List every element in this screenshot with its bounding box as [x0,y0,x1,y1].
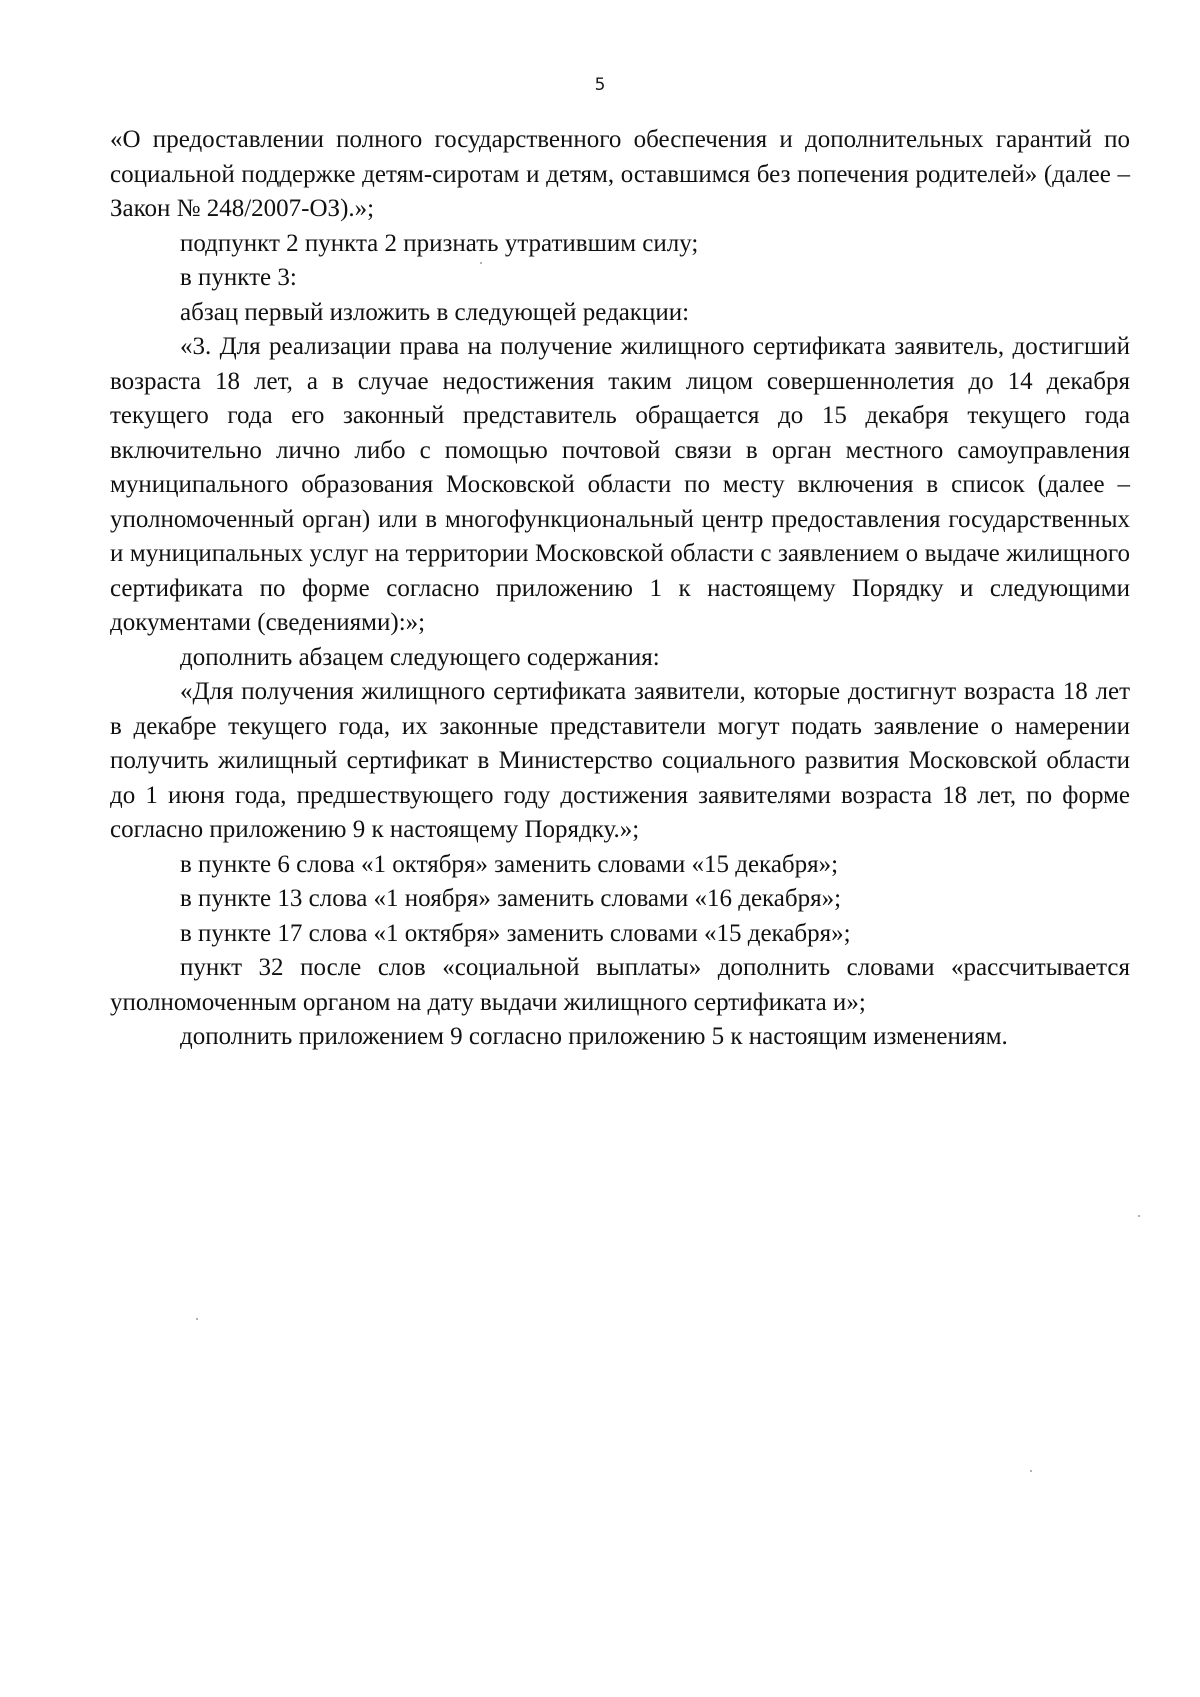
scan-speck [196,1318,198,1320]
paragraph-point-3-heading: в пункте 3: [180,264,297,291]
scan-speck [1030,1470,1032,1472]
paragraph-add-abzac-instruction: дополнить абзацем следующего содержания: [180,643,660,671]
scan-speck [480,262,482,264]
page-number: 5 [594,75,606,95]
paragraph-point-32-amendment: пункт 32 после слов «социальной выплаты» дополнить словами «рассчитывается уполномоченным органом на дату выдачи жилищного сертификата и»; [110,954,1130,1016]
paragraph-law-title-continuation: «О предоставлении полного государственного обеспечения и дополнительных гарантий по социальной поддержке детям-сиротам и детям, оставшимся без попечения родителей» (далее – Закон № 248/2007-ОЗ).»; [110,126,1130,222]
paragraph-point-13-amendment: в пункте 13 слова «1 ноября» заменить словами «16 декабря»; [180,885,842,912]
paragraph-first-abzac-instruction: абзац первый изложить в следующей редакции: [180,298,690,326]
document-body [110,123,1130,1055]
paragraph-new-abzac-text: «Для получения жилищного сертификата заявители, которые достигнут возраста 18 лет в декабре текущего года, их законные представители могут подать заявление о намерении получить жилищный сертификат в Министерство социального развития Московской области до 1 июня года, предшествующего году достижения заявителями возраста 18 лет, по форме согласно приложению 9 к настоящему Порядку.»; [110,678,1130,843]
paragraph-point-6-amendment: в пункте 6 слова «1 октября» заменить словами «15 декабря»; [180,850,839,878]
paragraph-point-17-amendment: в пункте 17 слова «1 октября» заменить словами «15 декабря»; [180,919,851,947]
paragraph-subpoint-repeal: подпункт 2 пункта 2 признать утратившим силу; [180,229,699,257]
paragraph-appendix-9-addition: дополнить приложением 9 согласно приложению 5 к настоящим изменениям. [180,1023,1008,1050]
paragraph-point-3-new-text: «3. Для реализации права на получение жилищного сертификата заявитель, достигший возраста 18 лет, а в случае недостижения таким лицом совершеннолетия до 14 декабря текущего года его законный представитель обращается до 15 декабря текущего года включительно лично либо с помощью почтовой связи в орган местного самоуправления муниципального образования Московской области по месту включения в список (далее – уполномоченный орган) или в многофункциональный центр предоставления государственных и муниципальных услуг на территории Московской области с заявлением о выдаче жилищного сертификата по форме согласно приложению 1 к настоящему Порядку и следующими документами (сведениями):»; [110,333,1130,636]
scan-speck [1138,1215,1140,1217]
